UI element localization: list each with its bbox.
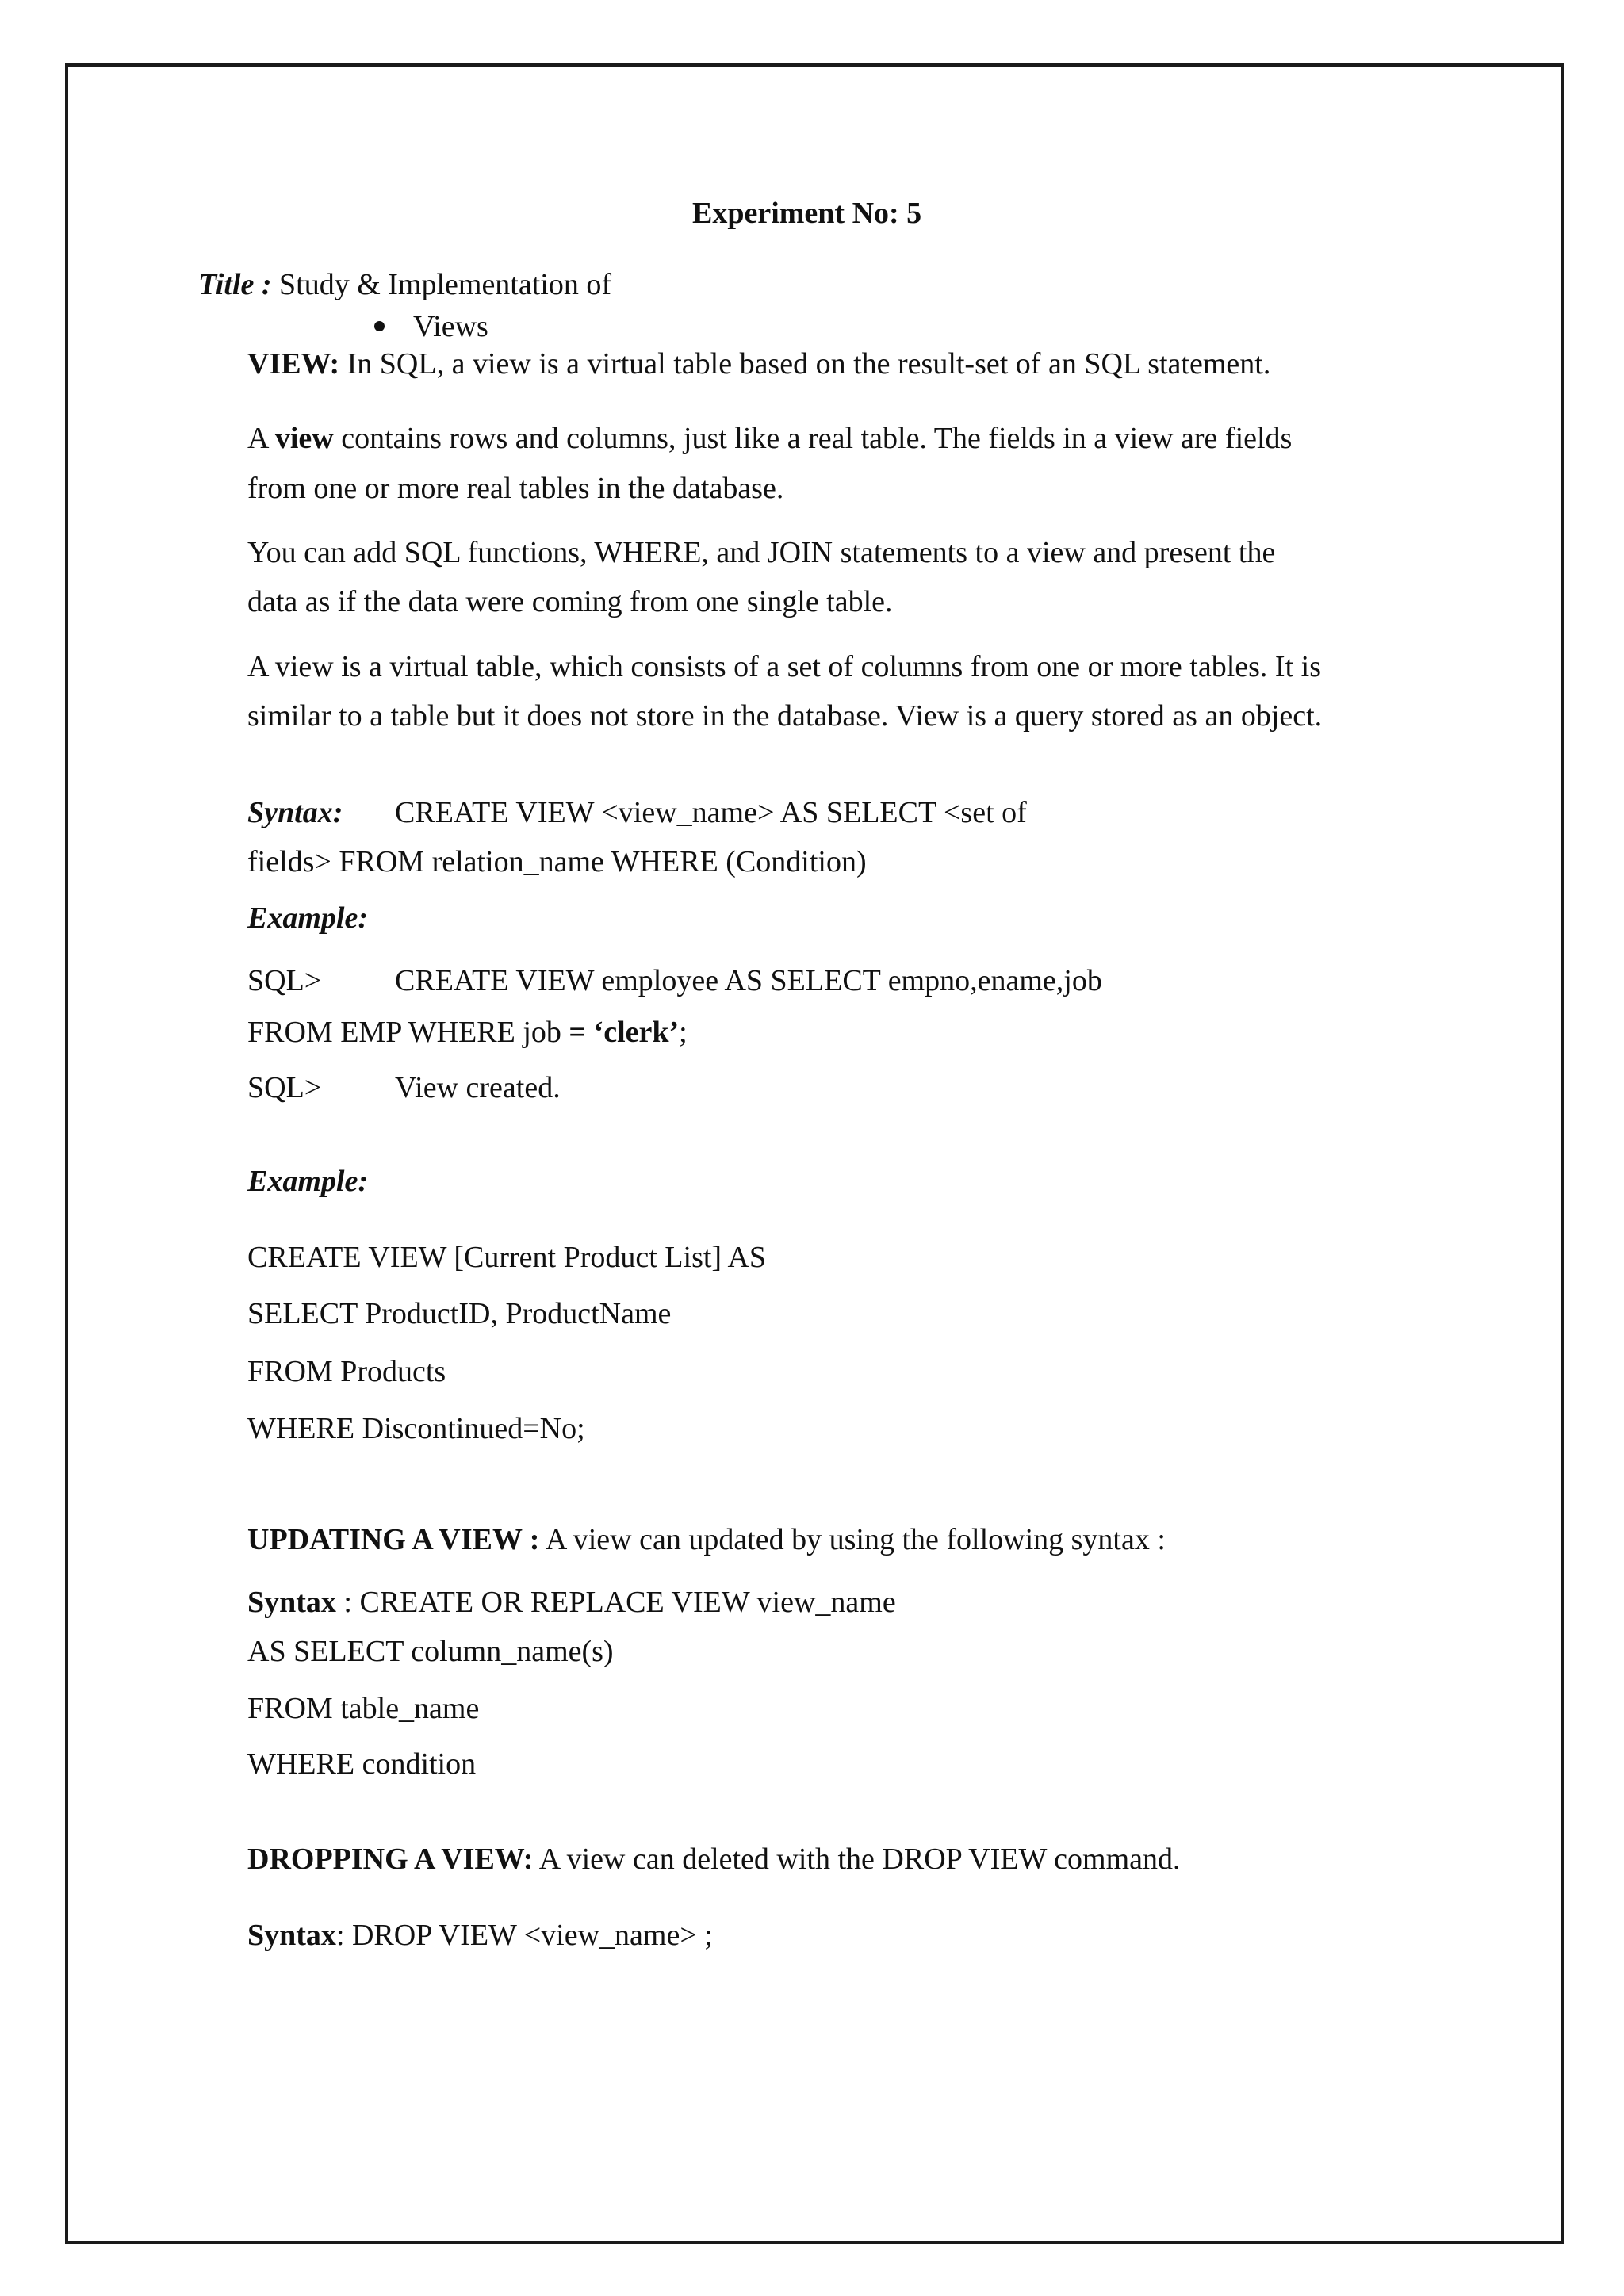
- paragraph-1-line-1: [247, 420, 1292, 457]
- drop-syntax-text: : DROP VIEW <view_name> ;: [335, 1919, 713, 1952]
- para1-text-b: contains rows and columns, just like a real table. The fields in a view are fields: [333, 422, 1293, 455]
- view-label: VIEW:: [247, 347, 340, 381]
- title-line: [198, 266, 611, 303]
- paragraph-3-line-1: A view is a virtual table, which consists of a set of columns from one or more tables. It is: [247, 650, 1321, 683]
- example-1-line-3: [247, 1070, 561, 1106]
- example-1-line-2: [247, 1014, 688, 1050]
- paragraph-1-line-2: from one or more real tables in the database.: [247, 472, 784, 505]
- para1-bold: view: [274, 422, 334, 455]
- example-1-code-2b: ;: [679, 1016, 688, 1049]
- view-text: In SQL, a view is a virtual table based on the result-set of an SQL statement.: [339, 347, 1271, 381]
- bullet-item-text: Views: [413, 310, 488, 343]
- update-syntax-text-1: : CREATE OR REPLACE VIEW view_name: [335, 1586, 896, 1619]
- example-1-label: Example:: [247, 901, 368, 935]
- drop-syntax-label: Syntax: [247, 1919, 336, 1952]
- example-2-line-2: SELECT ProductID, ProductName: [247, 1297, 672, 1330]
- example-2-line-3: FROM Products: [247, 1355, 446, 1388]
- example-1-line-1: [247, 962, 1102, 999]
- update-syntax-line-4: WHERE condition: [247, 1747, 477, 1781]
- experiment-heading: Experiment No: 5: [692, 197, 922, 230]
- view-definition: [247, 346, 1270, 382]
- example-1-code-2-bold: = ‘clerk’: [569, 1016, 680, 1049]
- bullet-icon: [374, 321, 385, 331]
- example-2-line-4: WHERE Discontinued=No;: [247, 1412, 585, 1445]
- sql-prompt: SQL>: [247, 1071, 322, 1104]
- para1-text-a: A: [247, 422, 275, 455]
- title-text: Study & Implementation of: [271, 268, 612, 301]
- update-syntax-label: Syntax: [247, 1586, 336, 1619]
- syntax-line-1: [247, 794, 1027, 831]
- updating-view-line: [247, 1521, 1166, 1558]
- update-syntax-line-1: [247, 1584, 896, 1621]
- syntax-line-2: fields> FROM relation_name WHERE (Condition): [247, 845, 867, 878]
- updating-view-text: A view can updated by using the following syntax :: [539, 1523, 1166, 1556]
- syntax-text-1: CREATE VIEW <view_name> AS SELECT <set of: [395, 796, 1027, 829]
- example-1-code-2a: FROM EMP WHERE job: [247, 1016, 569, 1049]
- updating-view-label: UPDATING A VIEW :: [247, 1523, 540, 1556]
- update-syntax-line-2: AS SELECT column_name(s): [247, 1635, 614, 1668]
- syntax-label: Syntax:: [247, 796, 343, 829]
- sql-prompt: SQL>: [247, 964, 322, 997]
- example-2-label: Example:: [247, 1165, 368, 1198]
- example-1-code-1: CREATE VIEW employee AS SELECT empno,ename,job: [395, 964, 1102, 997]
- bullet-item: [374, 308, 488, 345]
- drop-syntax-line: [247, 1917, 713, 1954]
- update-syntax-line-3: FROM table_name: [247, 1692, 480, 1725]
- example-1-result: View created.: [395, 1071, 561, 1104]
- paragraph-2-line-2: data as if the data were coming from one single table.: [247, 585, 893, 618]
- dropping-view-text: A view can deleted with the DROP VIEW command.: [533, 1843, 1181, 1876]
- dropping-view-label: DROPPING A VIEW:: [247, 1843, 534, 1876]
- paragraph-3-line-2: similar to a table but it does not store in the database. View is a query stored as an object.: [247, 699, 1323, 733]
- paragraph-2-line-1: You can add SQL functions, WHERE, and JOIN statements to a view and present the: [247, 536, 1276, 569]
- dropping-view-line: [247, 1841, 1181, 1877]
- example-2-line-1: CREATE VIEW [Current Product List] AS: [247, 1241, 767, 1274]
- title-label: Title :: [198, 268, 272, 301]
